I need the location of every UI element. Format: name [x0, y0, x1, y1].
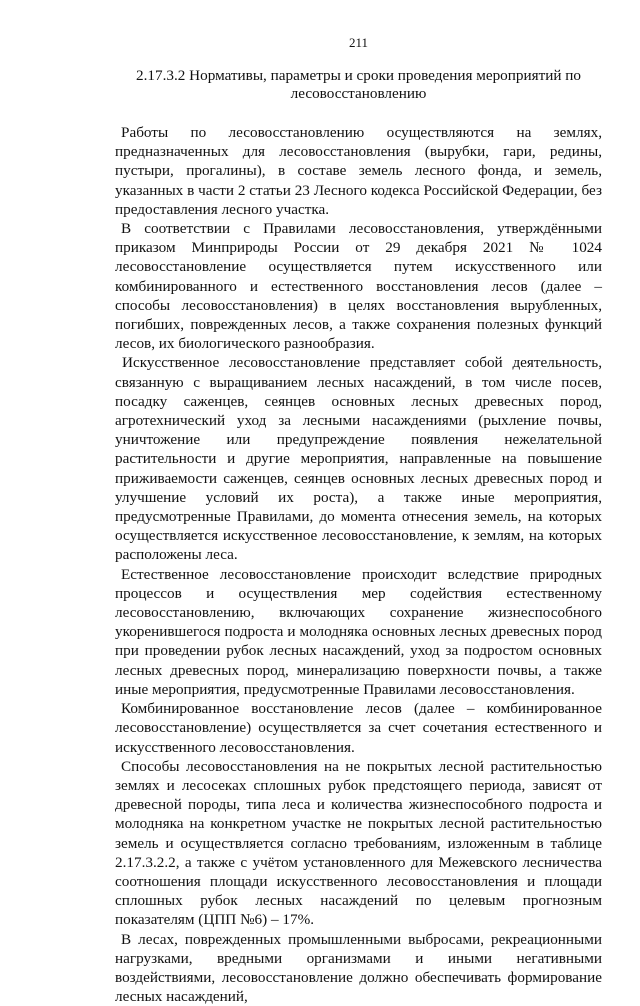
paragraph-2: В соответствии с Правилами лесовосстановления, утверждёнными приказом Минприроды России от 29 декабря 2021 № 1024 лесовосстановление осуществляется путем искусственного или комбинированного и естественного восстановления лесов (далее – способы лесовосстановления) в целях восстановления вырубленных, погибших, поврежденных лесов, а также сохранения полезных функций лесов, их биологического разнообразия. [115, 220, 602, 353]
paragraph-3: Искусственное лесовосстановление представляет собой деятельность, связанную с выращиванием лесных насаждений, в том числе посев, посадку саженцев, сеянцев основных лесных древесных пород, агротехнический уход за лесными насаждениями (рыхление почвы, уничтожение или предупреждение появления нежелательной растительности и другие мероприятия, направленные на повышение приживаемости саженцев, сеянцев основных лесных древесных пород и улучшение условий их роста), а также иные мероприятия, предусмотренные Правилами, до момента отнесения земель, на которых осуществляется искусственное лесовосстановление, к землям, на которых расположены леса. [115, 354, 602, 564]
page-number: 211 [348, 35, 369, 50]
body-text [115, 123, 602, 1006]
section-heading: 2.17.3.2 Нормативы, параметры и сроки проведения мероприятий по лесовосстановлению [135, 67, 582, 102]
paragraph-7: В лесах, поврежденных промышленными выбросами, рекреационными нагрузками, вредными организмами и иными негативными воздействиями, лесовосстановление должно обеспечивать формирование лесных насаждений, [115, 930, 602, 1006]
paragraph-4: Естественное лесовосстановление происходит вследствие природных процессов и осуществления мер содействия естественному лесовосстановлению, включающих сохранение жизнеспособного укоренившегося подроста и молодняка основных лесных древесных пород при проведении рубок лесных насаждений, уход за подростом основных лесных древесных пород, минерализацию поверхности почвы, а также иные мероприятия, предусмотренные Правилами лесовосстановления. [115, 565, 602, 698]
paragraph-5: Комбинированное восстановление лесов (далее – комбинированное лесовосстановление) осуществляется за счет сочетания естественного и искусственного лесовосстановления. [115, 700, 602, 756]
paragraph-1: Работы по лесовосстановлению осуществляются на землях, предназначенных для лесовосстановления (вырубки, гари, редины, пустыри, прогалины), в составе земель лесного фонда, и земель, указанных в части 2 статьи 23 Лесного кодекса Российской Федерации, без предоставления лесного участка. [115, 124, 602, 218]
paragraph-6: Способы лесовосстановления на не покрытых лесной растительностью землях и лесосеках сплошных рубок предстоящего периода, зависят от древесной породы, типа леса и количества жизнеспособного подроста и молодняка на конкретном участке не покрытых лесной растительностью земель и осуществляется согласно требованиям, изложенным в таблице 2.17.3.2.2, а также с учётом установленного для Межевского лесничества соотношения площади искусственного лесовосстановления и площади сплошных рубок лесных насаждений по целевым прогнозным показателям (ЦПП №6) – 17%. [115, 757, 602, 929]
